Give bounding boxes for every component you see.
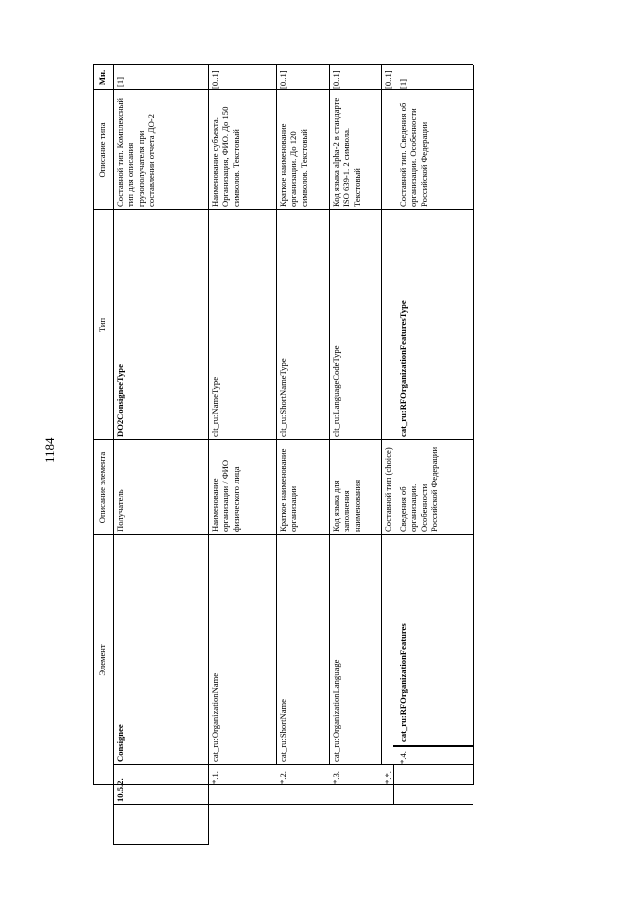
header-element-description: Описание элемента bbox=[97, 451, 107, 524]
row-marker: *.1. bbox=[210, 771, 220, 784]
element-description: Код языка для заполнения наименования bbox=[331, 479, 362, 532]
type-description: Составной тип. Сведения об организации. Особенности Российской Федерации bbox=[398, 102, 429, 207]
element-name: cat_ru:RFOrganizationFeatures bbox=[398, 623, 408, 742]
element-name: cat_ru:ShortName bbox=[278, 698, 288, 762]
element-description: Сведения об организации. Особенности Российской Федерации bbox=[398, 446, 440, 532]
specification-table bbox=[93, 65, 473, 845]
type-name: cat_ru:RFOrganizationFeaturesType bbox=[398, 300, 408, 437]
element-description: Наименование организации / ФИО физического лица bbox=[210, 459, 241, 532]
type-name: clt_ru:NameType bbox=[210, 376, 220, 437]
row-marker: *.3. bbox=[331, 771, 341, 784]
header-multiplicity: Мн. bbox=[97, 69, 107, 86]
rotated-page-content bbox=[93, 65, 473, 845]
row-marker: *.4. bbox=[398, 751, 408, 764]
type-name: DO2ConsigneeType bbox=[115, 364, 125, 437]
type-name: clt_ru:LanguageCodeType bbox=[331, 345, 341, 437]
multiplicity: [1] bbox=[115, 76, 125, 87]
element-name: cat_ru:OrganizationName bbox=[210, 672, 220, 762]
element-description: Составной тип (choice) bbox=[383, 447, 393, 532]
type-description: Код языка alpha-2 в стандарте ISO 639-1. 2 символа. Текстовый bbox=[331, 97, 362, 207]
header-type: Тип bbox=[97, 317, 107, 333]
multiplicity: [0..1] bbox=[210, 70, 220, 89]
multiplicity: [1] bbox=[398, 78, 408, 89]
type-name: clt_ru:ShortNameType bbox=[278, 358, 288, 437]
header-type-description: Описание типа bbox=[97, 122, 107, 178]
header-element: Элемент bbox=[97, 644, 107, 676]
type-description: Краткое наименование организации. До 120 символов. Текстовый bbox=[278, 123, 309, 207]
multiplicity: [0..1] bbox=[383, 70, 393, 89]
row-number: 10.5.2. bbox=[115, 778, 125, 802]
element-name: Consignee bbox=[115, 724, 125, 762]
page-number: 1184 bbox=[42, 437, 57, 463]
row-marker: *.2. bbox=[278, 771, 288, 784]
element-description: Получатель bbox=[115, 489, 125, 532]
type-description: Наименование субъекта. Организация, ФИО. До 150 символов. Текстовый bbox=[210, 106, 241, 207]
row-marker: *.*. bbox=[383, 771, 393, 784]
element-description: Краткое наименование организации bbox=[278, 448, 299, 532]
type-description: Составной тип. Комплексный тип для описания грузополучателя при составлении отчета ДО-2 bbox=[115, 97, 157, 207]
element-name: cat_ru:OrganizationLanguage bbox=[331, 659, 341, 762]
multiplicity: [0..1] bbox=[331, 70, 341, 89]
multiplicity: [0..1] bbox=[278, 70, 288, 89]
